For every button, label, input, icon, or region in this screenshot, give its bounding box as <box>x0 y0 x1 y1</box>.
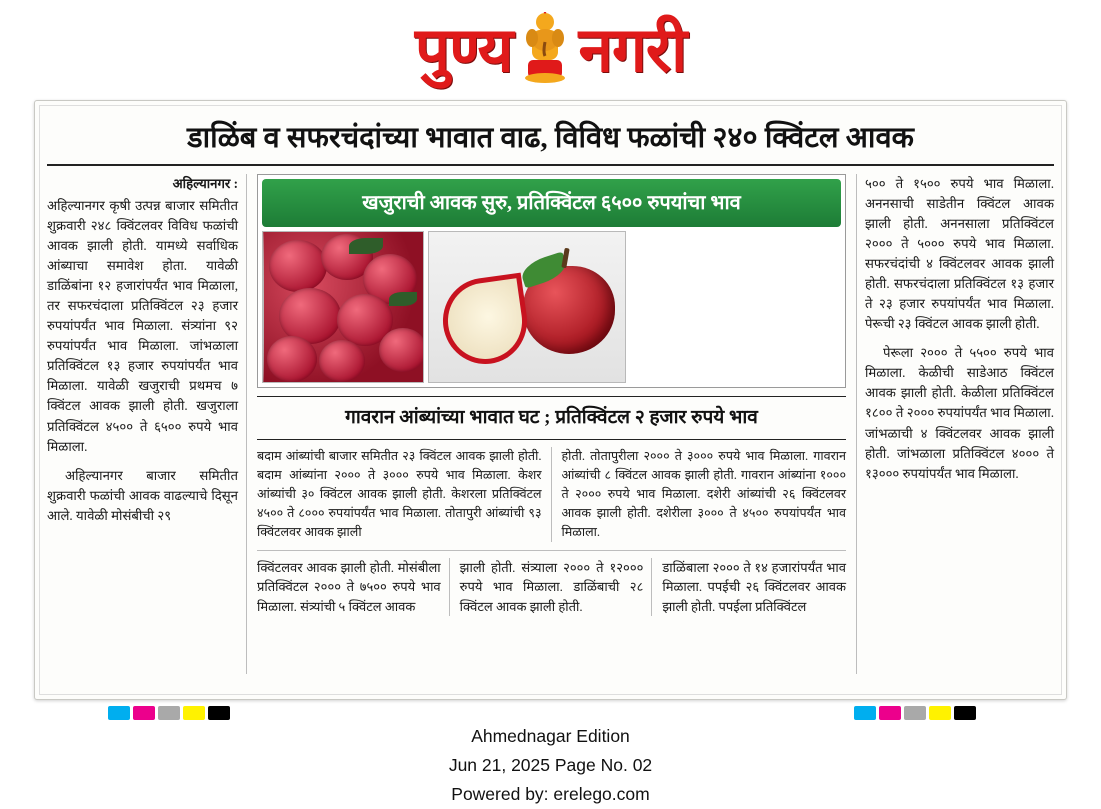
ganesh-idol-icon <box>518 12 572 84</box>
sub-headline: गावरान आंब्यांच्या भावात घट ; प्रतिक्विंटल २ हजार रुपये भाव <box>257 396 846 440</box>
bottom-columns <box>257 550 846 617</box>
dateline: अहिल्यानगर : <box>172 175 238 191</box>
left-color-swatches <box>108 706 230 720</box>
sub-column-1: बदाम आंब्यांची बाजार समितीत २३ क्विंटल आवक झाली होती. बदाम आंब्यांना २००० ते ३००० रुपये भाव मिळाला. केशर आंब्यांची ३० क्विंटल आवक झाली होती. केशरला प्रतिक्विंटल ४५०० ते ८००० रुपयांपर्यंत भाव मिळाला. तोतापुरी आंब्यांची ९३ क्विंटलवर आवक झाली <box>257 447 552 541</box>
right-color-swatches <box>854 706 976 720</box>
article-body <box>47 174 1054 674</box>
sub-article-columns <box>257 447 846 541</box>
bottom-column-1: क्विंटलवर आवक झाली होती. मोसंबीला प्रतिक्विंटल २००० ते ७५०० रुपये भाव मिळाला. संत्र्यांची ५ क्विंटल आवक <box>257 558 450 617</box>
swatch-gray-2 <box>904 706 926 720</box>
masthead-title-left: पुण्य <box>414 17 513 85</box>
masthead-title-right: नगरी <box>578 17 687 85</box>
article-clipping <box>34 100 1067 700</box>
masthead-title <box>415 6 686 90</box>
footer-edition: Ahmednagar Edition <box>471 726 630 746</box>
left-paragraph-1: अहिल्यानगर कृषी उत्पन्न बाजार समितीत शुक्रवारी २४८ क्विंटलवर विविध फळांची आवक झाली होती. यामध्ये सर्वाधिक आंब्याचा समावेश होता. यावेळी डाळिंबांना १२ हजारांपर्यंत भाव मिळाला, तर सफरचंदाला प्रतिक्विंटल २३ हजार रुपयांपर्यंत भाव मिळाला. संत्र्यांना ९२ रुपयांपर्यंत भाव मिळाला. जांभळाला प्रतिक्विंटल १३ हजार रुपयांपर्यंत भाव मिळाला. यावेळी खजुराची प्रथमच ७ क्विंटल आवक झाली होती. खजुराला प्रतिक्विंटल ४५०० ते ६५०० रुपये भाव मिळाला. <box>47 197 238 454</box>
apple-photo <box>428 231 626 383</box>
swatch-gray <box>158 706 180 720</box>
sub-column-2: होती. तोतापुरीला २००० ते ३००० रुपये भाव मिळाला. गावरान आंब्यांची ८ क्विंटल आवक झाली होती. गावरान आंब्यांना १००० ते २००० रुपये भाव मिळाला. दशेरी आंब्यांची २६ क्विंटलवर आवक झाली होती. दशेरीला ३००० ते ४५०० रुपयांपर्यंत भाव मिळाला. <box>561 449 846 539</box>
bottom-column-2: झाली होती. संत्र्याला २००० ते १२००० रुपये भाव मिळाला. डाळिंबाची २८ क्विंटल आवक झाली होती. <box>460 558 653 617</box>
footer-date-page: Jun 21, 2025 Page No. 02 <box>448 754 653 775</box>
pomegranate-photo <box>262 231 424 383</box>
feature-photos <box>258 231 845 387</box>
left-column <box>47 174 247 674</box>
left-paragraph-2: अहिल्यानगर बाजार समितीत शुक्रवारी फळांची आवक वाढल्याचे दिसून आले. यावेळी मोसंबीची २९ <box>47 467 238 523</box>
right-column <box>856 174 1054 674</box>
feature-box <box>257 174 846 388</box>
mango-photo <box>262 231 264 383</box>
article-headline: डाळिंब व सफरचंदांच्या भावात वाढ, विविध फळांची २४० क्विंटल आवक <box>47 111 1054 166</box>
swatch-black-2 <box>954 706 976 720</box>
footer-powered-by: Powered by: erelego.com <box>451 783 650 804</box>
center-column <box>257 174 846 674</box>
swatch-magenta <box>133 706 155 720</box>
masthead <box>0 0 1101 96</box>
right-paragraph-2: पेरूला २००० ते ५५०० रुपये भाव मिळाला. केळीची साडेआठ क्विंटल आवक झाली होती. केळीला प्रतिक्विंटल १८०० ते २००० रुपयांपर्यंत भाव मिळाला. जांभळाची ४ क्विंटलवर आवक झाली होती. जांभळाला प्रतिक्विंटल ४००० ते १३००० रुपयांपर्यंत भाव मिळाला. <box>865 345 1054 481</box>
bottom-column-3: डाळिंबाला २००० ते १४ हजारांपर्यंत भाव मिळाला. पपईची २६ क्विंटलवर आवक झाली होती. पपईला प्रतिक्विंटल <box>662 559 847 614</box>
swatch-yellow <box>183 706 205 720</box>
swatch-yellow-2 <box>929 706 951 720</box>
right-paragraph-1: ५०० ते १५०० रुपये भाव मिळाला. अननसाची साडेतीन क्विंटल आवक झाली होती. अननसाला प्रतिक्विंटल २००० ते ५००० रुपये भाव मिळाला. सफरचंदांची ४ क्विंटलवर आवक झाली होती. सफरचंदाला प्रतिक्विंटल १३ हजार ते २३ हजार रुपयांपर्यंत भाव मिळाला. पेरूची २३ क्विंटल आवक झाली होती. <box>865 175 1054 332</box>
feature-title: खजुराची आवक सुरु, प्रतिक्विंटल ६५०० रुपयांचा भाव <box>262 179 841 227</box>
swatch-cyan-2 <box>854 706 876 720</box>
page-footer <box>0 722 1101 809</box>
swatch-magenta-2 <box>879 706 901 720</box>
swatch-black <box>208 706 230 720</box>
swatch-cyan <box>108 706 130 720</box>
registration-bars <box>34 706 1067 722</box>
